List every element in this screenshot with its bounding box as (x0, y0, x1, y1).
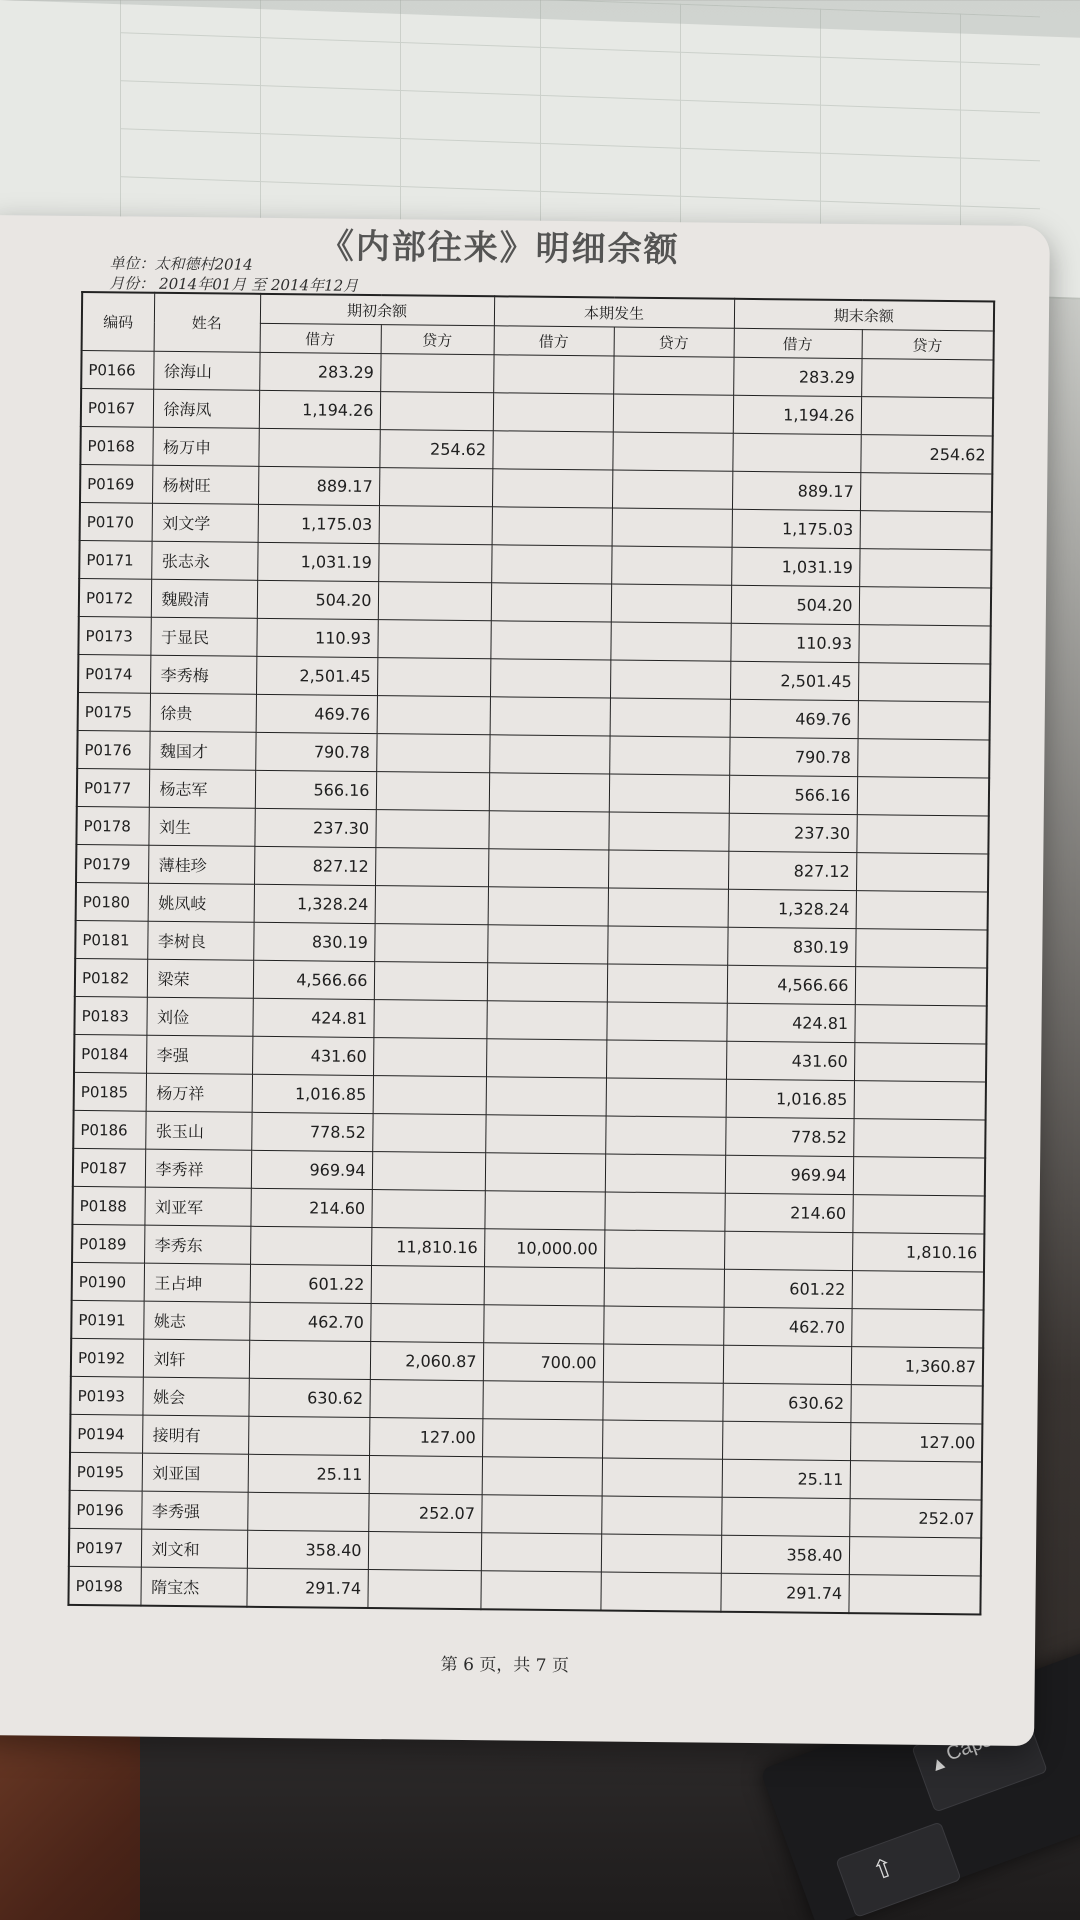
closing-debit-header: 借方 (734, 328, 862, 358)
row-code: P0185 (74, 1072, 146, 1111)
row-opening-credit (380, 354, 493, 393)
row-current-credit (604, 1192, 724, 1231)
row-closing-debit: 4,566.66 (727, 965, 855, 1004)
row-code: P0173 (78, 616, 150, 655)
row-current-debit (490, 621, 610, 660)
row-closing-credit: 254.62 (860, 435, 992, 474)
row-code: P0174 (78, 654, 150, 693)
group-closing-header: 期末余额 (734, 299, 994, 331)
row-closing-credit (859, 587, 991, 626)
row-current-debit (485, 1153, 605, 1192)
row-closing-credit (858, 663, 990, 702)
row-closing-debit: 462.70 (723, 1307, 851, 1346)
row-opening-credit (368, 1532, 481, 1571)
row-closing-debit: 1,031.19 (731, 547, 859, 586)
row-opening-debit: 4,566.66 (253, 960, 374, 999)
row-current-debit (487, 925, 607, 964)
row-code: P0190 (72, 1262, 144, 1301)
row-closing-debit (721, 1497, 849, 1536)
current-debit-header: 借方 (494, 326, 614, 356)
row-current-credit (611, 584, 731, 623)
row-opening-credit (369, 1380, 482, 1419)
row-current-debit (488, 849, 608, 888)
row-closing-credit (854, 1043, 986, 1082)
row-current-debit (489, 735, 609, 774)
row-closing-credit: 252.07 (849, 1499, 981, 1538)
row-opening-credit (372, 1114, 485, 1153)
row-code: P0167 (81, 388, 153, 427)
row-current-debit (493, 355, 613, 394)
row-current-credit (602, 1458, 722, 1497)
row-closing-credit (853, 1157, 985, 1196)
row-code: P0170 (80, 502, 152, 541)
row-name: 王占坤 (144, 1263, 250, 1302)
row-opening-debit: 630.62 (248, 1378, 369, 1417)
row-closing-credit (850, 1461, 982, 1500)
unit-line: 单位：太和德村2014 (109, 254, 253, 274)
row-opening-debit: 358.40 (247, 1530, 368, 1569)
row-current-debit (492, 469, 612, 508)
row-opening-credit (375, 848, 488, 887)
row-code: P0183 (74, 996, 146, 1035)
ledger-table (67, 291, 995, 1615)
row-closing-credit (853, 1119, 985, 1158)
row-opening-debit (249, 1340, 370, 1379)
row-closing-debit: 25.11 (722, 1459, 850, 1498)
row-closing-debit (724, 1231, 852, 1270)
row-name: 李强 (146, 1035, 252, 1074)
row-name: 杨志军 (149, 769, 255, 808)
row-current-debit (488, 811, 608, 850)
row-opening-credit (375, 810, 488, 849)
row-code: P0186 (73, 1110, 145, 1149)
row-current-credit (601, 1534, 721, 1573)
row-name: 薄桂珍 (148, 845, 254, 884)
row-opening-credit: 252.07 (368, 1494, 481, 1533)
row-closing-debit: 790.78 (729, 737, 857, 776)
row-name: 刘文和 (141, 1529, 247, 1568)
row-current-credit (608, 888, 728, 927)
row-opening-debit: 969.94 (251, 1150, 372, 1189)
row-code: P0187 (73, 1148, 145, 1187)
row-opening-credit (367, 1570, 480, 1610)
row-opening-credit: 254.62 (379, 430, 492, 469)
row-closing-credit (856, 891, 988, 930)
row-opening-debit: 291.74 (246, 1568, 367, 1608)
closing-credit-header: 贷方 (862, 330, 994, 360)
row-opening-credit (376, 772, 489, 811)
row-current-credit (613, 356, 733, 395)
row-current-debit (493, 393, 613, 432)
row-current-credit (601, 1496, 721, 1535)
row-closing-debit: 830.19 (727, 927, 855, 966)
row-current-credit (607, 926, 727, 965)
row-opening-credit (378, 582, 491, 621)
row-code: P0184 (74, 1034, 146, 1073)
row-code: P0176 (77, 730, 149, 769)
row-closing-credit (857, 739, 989, 778)
ledger-page (0, 215, 1050, 1746)
row-closing-credit (850, 1385, 982, 1424)
row-closing-debit (732, 433, 860, 472)
row-current-credit (603, 1306, 723, 1345)
row-closing-credit (860, 511, 992, 550)
arrow-up-icon: ▲ (926, 1751, 951, 1777)
row-current-debit (492, 507, 612, 546)
row-code: P0195 (70, 1452, 142, 1491)
row-opening-credit (373, 1038, 486, 1077)
row-closing-debit: 1,194.26 (733, 395, 861, 434)
row-closing-debit: 214.60 (724, 1193, 852, 1232)
row-closing-debit: 566.16 (729, 775, 857, 814)
month-from: 2014年01月 (158, 274, 247, 294)
row-closing-debit: 237.30 (728, 813, 856, 852)
row-current-credit (602, 1420, 722, 1459)
row-closing-credit (854, 1005, 986, 1044)
col-name-header: 姓名 (154, 293, 261, 353)
row-current-debit (481, 1533, 601, 1572)
row-opening-debit: 424.81 (252, 998, 373, 1037)
row-current-credit (605, 1116, 725, 1155)
row-current-credit (606, 1040, 726, 1079)
row-name: 刘生 (148, 807, 254, 846)
row-opening-debit (247, 1492, 368, 1531)
month-to: 2014年12月 (270, 275, 359, 295)
row-current-debit (488, 887, 608, 926)
row-current-credit (613, 394, 733, 433)
row-current-credit (611, 546, 731, 585)
row-closing-credit: 1,810.16 (852, 1233, 984, 1272)
row-name: 张玉山 (145, 1111, 251, 1150)
row-current-credit (612, 432, 732, 471)
month-to-word: 至 (251, 275, 267, 294)
row-current-credit (604, 1268, 724, 1307)
row-code: P0181 (75, 920, 147, 959)
row-opening-credit (379, 468, 492, 507)
row-current-debit (492, 431, 612, 470)
row-closing-credit (856, 853, 988, 892)
row-current-credit (608, 850, 728, 889)
row-name: 魏殿清 (151, 579, 257, 618)
row-name: 李秀梅 (150, 655, 256, 694)
row-name: 刘轩 (143, 1339, 249, 1378)
row-opening-credit (376, 734, 489, 773)
row-name: 姚会 (142, 1377, 248, 1416)
row-current-debit (486, 1001, 606, 1040)
row-closing-debit: 469.76 (730, 699, 858, 738)
row-current-credit (607, 964, 727, 1003)
row-opening-debit: 830.19 (253, 922, 374, 961)
row-opening-credit (377, 620, 490, 659)
opening-debit-header: 借方 (260, 323, 381, 353)
row-closing-credit (861, 359, 993, 398)
opening-credit-header: 贷方 (381, 325, 494, 355)
row-closing-credit (849, 1537, 981, 1576)
row-code: P0197 (69, 1528, 141, 1567)
row-name: 刘文学 (152, 503, 258, 542)
row-opening-debit: 214.60 (250, 1188, 371, 1227)
row-current-debit (491, 545, 611, 584)
row-opening-debit: 601.22 (250, 1264, 371, 1303)
row-closing-debit: 283.29 (733, 357, 861, 396)
row-name: 魏国才 (149, 731, 255, 770)
ledger-body (68, 350, 993, 1614)
row-current-credit (610, 698, 730, 737)
row-name: 李树良 (147, 921, 253, 960)
report-title: 《内部往来》明细余额 (319, 226, 680, 271)
row-current-debit (486, 1039, 606, 1078)
row-code: P0191 (71, 1300, 143, 1339)
row-closing-debit: 827.12 (728, 851, 856, 890)
row-code: P0177 (77, 768, 149, 807)
row-opening-debit: 504.20 (257, 580, 378, 619)
row-code: P0166 (81, 350, 153, 389)
row-closing-debit: 1,016.85 (726, 1079, 854, 1118)
header-row-groups (82, 292, 994, 331)
row-code: P0172 (79, 578, 151, 617)
row-opening-debit: 283.29 (259, 352, 380, 391)
row-closing-credit (858, 625, 990, 664)
row-closing-debit (722, 1421, 850, 1460)
row-closing-debit: 110.93 (730, 623, 858, 662)
row-closing-credit (856, 815, 988, 854)
table-row (68, 1566, 980, 1614)
row-opening-credit (369, 1456, 482, 1495)
row-closing-debit (723, 1345, 851, 1384)
row-opening-debit: 462.70 (249, 1302, 370, 1341)
row-opening-debit: 1,016.85 (252, 1074, 373, 1113)
row-opening-credit (378, 544, 491, 583)
row-closing-credit (852, 1271, 984, 1310)
row-name: 于显民 (150, 617, 256, 656)
row-current-credit (606, 1002, 726, 1041)
row-code: P0196 (69, 1490, 141, 1529)
row-code: P0188 (72, 1186, 144, 1225)
row-current-debit (482, 1381, 602, 1420)
row-current-credit (602, 1382, 722, 1421)
row-closing-debit: 889.17 (732, 471, 860, 510)
row-current-credit (605, 1154, 725, 1193)
page-footer: 第 6 页，共 7 页 (440, 1654, 570, 1677)
row-current-debit: 10,000.00 (484, 1229, 604, 1268)
row-current-debit (486, 1077, 606, 1116)
row-name: 李秀东 (144, 1225, 250, 1264)
row-current-credit (603, 1344, 723, 1383)
row-opening-debit: 778.52 (251, 1112, 372, 1151)
row-opening-debit: 1,175.03 (258, 504, 379, 543)
row-name: 徐海凤 (153, 389, 259, 428)
row-current-credit (604, 1230, 724, 1269)
row-current-debit (484, 1191, 604, 1230)
row-opening-debit: 2,501.45 (256, 656, 377, 695)
row-current-credit (612, 470, 732, 509)
row-current-debit (487, 963, 607, 1002)
row-closing-credit (848, 1575, 980, 1615)
row-closing-credit (855, 929, 987, 968)
row-closing-credit (857, 777, 989, 816)
row-current-credit (610, 660, 730, 699)
row-code: P0194 (70, 1414, 142, 1453)
row-current-debit (480, 1571, 600, 1611)
row-closing-debit: 424.81 (726, 1003, 854, 1042)
row-code: P0189 (72, 1224, 144, 1263)
row-name: 李秀祥 (145, 1149, 251, 1188)
row-code: P0193 (70, 1376, 142, 1415)
row-closing-credit (855, 967, 987, 1006)
shift-icon: ⇧ (868, 1851, 899, 1888)
row-closing-debit: 1,328.24 (728, 889, 856, 928)
row-closing-credit (861, 397, 993, 436)
row-current-debit (482, 1457, 602, 1496)
row-current-debit (484, 1267, 604, 1306)
row-name: 徐贵 (150, 693, 256, 732)
row-current-credit (609, 736, 729, 775)
row-name: 杨树旺 (152, 465, 258, 504)
row-current-debit (490, 697, 610, 736)
row-opening-debit: 469.76 (256, 694, 377, 733)
row-name: 李秀强 (141, 1491, 247, 1530)
row-current-credit (612, 508, 732, 547)
row-opening-debit (258, 428, 379, 467)
row-name: 接明有 (142, 1415, 248, 1454)
row-opening-credit (370, 1304, 483, 1343)
row-current-debit (481, 1495, 601, 1534)
row-closing-debit: 358.40 (721, 1535, 849, 1574)
row-name: 刘俭 (146, 997, 252, 1036)
row-closing-debit: 1,175.03 (732, 509, 860, 548)
row-current-debit (483, 1305, 603, 1344)
row-code: P0179 (76, 844, 148, 883)
month-label: 月份： (109, 274, 155, 293)
row-code: P0182 (75, 958, 147, 997)
row-opening-credit (371, 1190, 484, 1229)
row-opening-debit: 110.93 (256, 618, 377, 657)
row-code: P0171 (79, 540, 151, 579)
row-opening-credit (371, 1266, 484, 1305)
row-current-credit (606, 1078, 726, 1117)
row-code: P0198 (68, 1566, 140, 1605)
row-closing-credit (851, 1309, 983, 1348)
row-current-credit (609, 774, 729, 813)
row-opening-credit (379, 506, 492, 545)
row-current-debit (490, 659, 610, 698)
row-closing-debit: 291.74 (720, 1573, 848, 1613)
col-code-header: 编码 (82, 292, 155, 351)
group-current-header: 本期发生 (494, 296, 734, 328)
row-current-debit (485, 1115, 605, 1154)
row-current-credit (600, 1572, 720, 1612)
row-opening-credit (373, 1076, 486, 1115)
row-current-debit (491, 583, 611, 622)
row-opening-credit (374, 962, 487, 1001)
row-opening-debit (250, 1226, 371, 1265)
row-code: P0178 (76, 806, 148, 845)
row-closing-credit (859, 549, 991, 588)
row-code: P0175 (78, 692, 150, 731)
row-closing-debit: 601.22 (724, 1269, 852, 1308)
row-opening-credit: 127.00 (369, 1418, 482, 1457)
row-opening-credit: 11,810.16 (371, 1228, 484, 1267)
row-opening-debit: 827.12 (254, 846, 375, 885)
row-current-debit (489, 773, 609, 812)
row-opening-debit: 1,328.24 (254, 884, 375, 923)
row-opening-debit: 431.60 (252, 1036, 373, 1075)
row-name: 梁荣 (147, 959, 253, 998)
row-opening-debit: 790.78 (255, 732, 376, 771)
row-closing-debit: 2,501.45 (730, 661, 858, 700)
row-code: P0192 (71, 1338, 143, 1377)
row-opening-debit: 889.17 (258, 466, 379, 505)
row-closing-credit: 127.00 (850, 1423, 982, 1462)
row-closing-debit: 504.20 (731, 585, 859, 624)
row-opening-credit (374, 924, 487, 963)
row-closing-debit: 630.62 (722, 1383, 850, 1422)
row-opening-credit (380, 392, 493, 431)
row-code: P0180 (76, 882, 148, 921)
row-current-debit: 700.00 (483, 1343, 603, 1382)
row-name: 杨万申 (152, 427, 258, 466)
row-code: P0168 (80, 426, 152, 465)
row-opening-debit: 25.11 (248, 1454, 369, 1493)
row-closing-debit: 778.52 (725, 1117, 853, 1156)
row-current-debit (482, 1419, 602, 1458)
row-opening-debit: 1,194.26 (259, 390, 380, 429)
row-opening-debit: 1,031.19 (257, 542, 378, 581)
row-closing-credit (852, 1195, 984, 1234)
row-opening-credit: 2,060.87 (370, 1342, 483, 1381)
group-opening-header: 期初余额 (260, 294, 494, 326)
row-closing-credit (854, 1081, 986, 1120)
current-credit-header: 贷方 (614, 327, 734, 357)
row-name: 姚志 (143, 1301, 249, 1340)
row-opening-debit (248, 1416, 369, 1455)
row-name: 徐海山 (153, 351, 259, 390)
row-closing-debit: 969.94 (725, 1155, 853, 1194)
row-name: 刘亚国 (142, 1453, 248, 1492)
row-name: 姚凤岐 (148, 883, 254, 922)
row-name: 隋宝杰 (140, 1567, 246, 1607)
row-opening-debit: 566.16 (255, 770, 376, 809)
row-closing-credit (860, 473, 992, 512)
row-current-credit (610, 622, 730, 661)
row-opening-credit (375, 886, 488, 925)
row-opening-debit: 237.30 (254, 808, 375, 847)
row-name: 杨万祥 (146, 1073, 252, 1112)
row-opening-credit (377, 696, 490, 735)
row-code: P0169 (80, 464, 152, 503)
row-opening-credit (372, 1152, 485, 1191)
row-name: 刘亚军 (144, 1187, 250, 1226)
row-current-credit (608, 812, 728, 851)
row-name: 张志永 (151, 541, 257, 580)
row-closing-credit (858, 701, 990, 740)
row-closing-debit: 431.60 (726, 1041, 854, 1080)
row-opening-credit (373, 1000, 486, 1039)
row-opening-credit (377, 658, 490, 697)
row-closing-credit: 1,360.87 (851, 1347, 983, 1386)
